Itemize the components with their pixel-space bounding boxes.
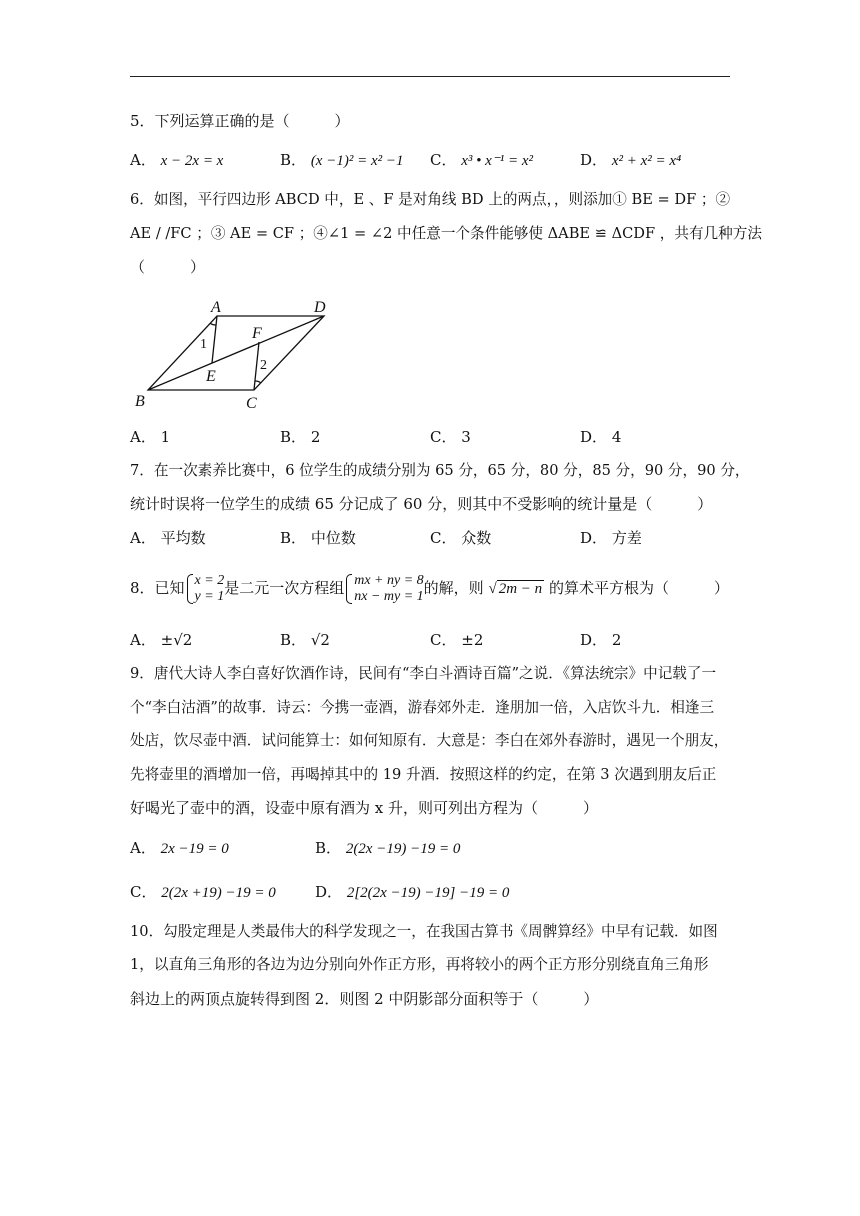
label-c: C — [246, 395, 257, 412]
label-b: B — [135, 393, 145, 410]
option-expr: 众数 — [461, 529, 492, 547]
system-row: y = 1 — [194, 589, 225, 604]
option-expr: 2(2x −19) −19 = 0 — [345, 841, 461, 857]
q8-prefix: 8．已知 — [130, 579, 185, 597]
q9-line-2: 个“李白沽酒”的故事．诗云：今携一壶酒，游春郊外走．逢朋加一倍，入店饮斗九．相逢三 — [130, 699, 715, 716]
q10-line-1: 10．勾股定理是人类最伟大的科学发现之一，在我国古算书《周髀算经》中早有记载．如图 — [130, 923, 718, 940]
q6-line-1: 6．如图，平行四边形 ABCD 中，E 、F 是对角线 BD 上的两点，，则添加① BE = DF ；② — [130, 191, 731, 208]
q7-line-2: 统计时误将一位学生的成绩 65 分记成了 60 分，则其中不受影响的统计量是（ ） — [130, 495, 713, 513]
q7-line-1: 7．在一次素养比赛中，6 位学生的成绩分别为 65 分，65 分，80 分，85 分，90 分，90 分， — [130, 462, 750, 479]
label-angle-2: 2 — [260, 358, 267, 373]
q7-option-c[interactable] — [430, 528, 491, 548]
sqrt-expression: √ 2m − n — [488, 581, 543, 597]
option-label: A． — [130, 839, 156, 857]
q6-line-2: AE / /FC ；③ AE = CF ；④∠1 = ∠2 中任意一个条件能够使 ΔABE ≌ ΔCDF ，共有几种方法 — [130, 225, 762, 242]
label-a: A — [211, 299, 221, 316]
option-label: B． — [280, 151, 307, 169]
system-row: mx + ny = 8 — [354, 573, 424, 588]
option-label: B． — [315, 839, 342, 857]
q7-option-b[interactable] — [280, 528, 356, 548]
option-expr: ±2 — [461, 631, 484, 649]
q6-option-a[interactable] — [130, 427, 170, 447]
option-expr: 方差 — [611, 529, 642, 547]
q5-option-d[interactable] — [580, 150, 681, 171]
q9-option-d[interactable] — [315, 882, 509, 903]
option-label: C． — [130, 883, 157, 901]
option-label: B． — [280, 529, 307, 547]
option-expr: 平均数 — [160, 529, 206, 547]
q10-line-2: 1，以直角三角形的各边为边分别向外作正方形，再将较小的两个正方形分别绕直角三角形 — [130, 956, 709, 973]
segment-cf — [254, 342, 259, 390]
option-label: D． — [580, 631, 608, 649]
header-rule — [130, 76, 730, 77]
option-expr: x − 2x = x — [160, 153, 224, 169]
q9-option-b[interactable] — [315, 838, 460, 859]
q6-line-3: （ ） — [130, 258, 206, 276]
q5-option-c[interactable] — [430, 150, 533, 171]
diagonal-bd — [148, 316, 324, 390]
q5-option-b[interactable] — [280, 150, 403, 171]
option-label: D． — [580, 428, 608, 446]
option-expr: 2x −19 = 0 — [160, 841, 229, 857]
option-label: C． — [430, 529, 457, 547]
option-label: D． — [580, 529, 608, 547]
angle-1-arc — [210, 323, 216, 325]
parallelogram-figure — [130, 292, 350, 412]
q8-option-d[interactable] — [580, 630, 621, 650]
q8-after: 的解，则 — [423, 579, 484, 597]
q6-option-b[interactable] — [280, 427, 320, 447]
option-label: C． — [430, 631, 457, 649]
q6-option-c[interactable] — [430, 427, 471, 447]
system-row: x = 2 — [194, 573, 225, 588]
option-expr: ±√2 — [160, 631, 193, 649]
solution-system — [185, 573, 225, 605]
option-expr: 2 — [611, 631, 622, 649]
option-expr: (x −1)² = x² −1 — [310, 153, 404, 169]
option-label: C． — [430, 428, 457, 446]
q10-line-3: 斜边上的两顶点旋转得到图 2．则图 2 中阴影部分面积等于（ ） — [130, 990, 599, 1008]
q7-option-d[interactable] — [580, 528, 642, 548]
q9-option-a[interactable] — [130, 838, 229, 859]
option-expr: x² + x² = x⁴ — [611, 153, 682, 169]
q7-option-a[interactable] — [130, 528, 206, 548]
q8-option-a[interactable] — [130, 630, 192, 650]
equation-system — [344, 573, 423, 605]
option-expr: 2[2(2x −19) −19] −19 = 0 — [346, 885, 510, 901]
q9-line-1: 9．唐代大诗人李白喜好饮酒作诗，民间有“李白斗酒诗百篇”之说．《算法统宗》中记载了一 — [130, 665, 717, 682]
q8-suffix: 的算术平方根为（ ） — [548, 579, 729, 597]
option-expr: x³ • x⁻¹ = x² — [461, 153, 534, 169]
option-label: D． — [315, 883, 343, 901]
label-d: D — [314, 299, 326, 316]
radicand: 2m − n — [498, 581, 543, 597]
segment-ae — [212, 316, 217, 363]
label-e: E — [206, 368, 216, 385]
option-label: B． — [280, 631, 307, 649]
option-label: A． — [130, 151, 156, 169]
label-angle-1: 1 — [200, 337, 207, 352]
q8-option-b[interactable] — [280, 630, 330, 650]
q9-option-c[interactable] — [130, 882, 276, 903]
q8-mid: 是二元一次方程组 — [224, 579, 345, 597]
q9-line-4: 先将壶里的酒增加一倍，再喝掉其中的 19 升酒．按照这样的约定，在第 3 次遇到朋友后正 — [130, 766, 717, 783]
q9-line-3: 处店，饮尽壶中酒．试问能算士：如何知原有．大意是：李白在郊外春游时，遇见一个朋友， — [130, 732, 729, 749]
option-expr: 3 — [461, 428, 471, 446]
option-label: D． — [580, 151, 608, 169]
label-f: F — [252, 325, 262, 342]
q6-option-d[interactable] — [580, 427, 621, 447]
option-expr: 2(2x +19) −19 = 0 — [161, 885, 276, 901]
q8-stem — [130, 567, 729, 610]
option-label: C． — [430, 151, 457, 169]
option-expr: √2 — [310, 631, 330, 649]
option-label: A． — [130, 529, 156, 547]
q5-stem: 5．下列运算正确的是（ ） — [130, 112, 350, 130]
option-label: A． — [130, 631, 156, 649]
option-label: B． — [280, 428, 307, 446]
option-expr: 2 — [310, 428, 321, 446]
q5-option-a[interactable] — [130, 150, 223, 171]
option-expr: 4 — [611, 428, 622, 446]
system-row: nx − my = 1 — [354, 589, 424, 604]
angle-2-arc — [255, 381, 261, 383]
option-expr: 1 — [160, 428, 171, 446]
q9-line-5: 好喝光了壶中的酒，设壶中原有酒为 x 升，则可列出方程为（ ） — [130, 799, 598, 817]
q8-option-c[interactable] — [430, 630, 483, 650]
option-label: A． — [130, 428, 156, 446]
option-expr: 中位数 — [310, 529, 356, 547]
